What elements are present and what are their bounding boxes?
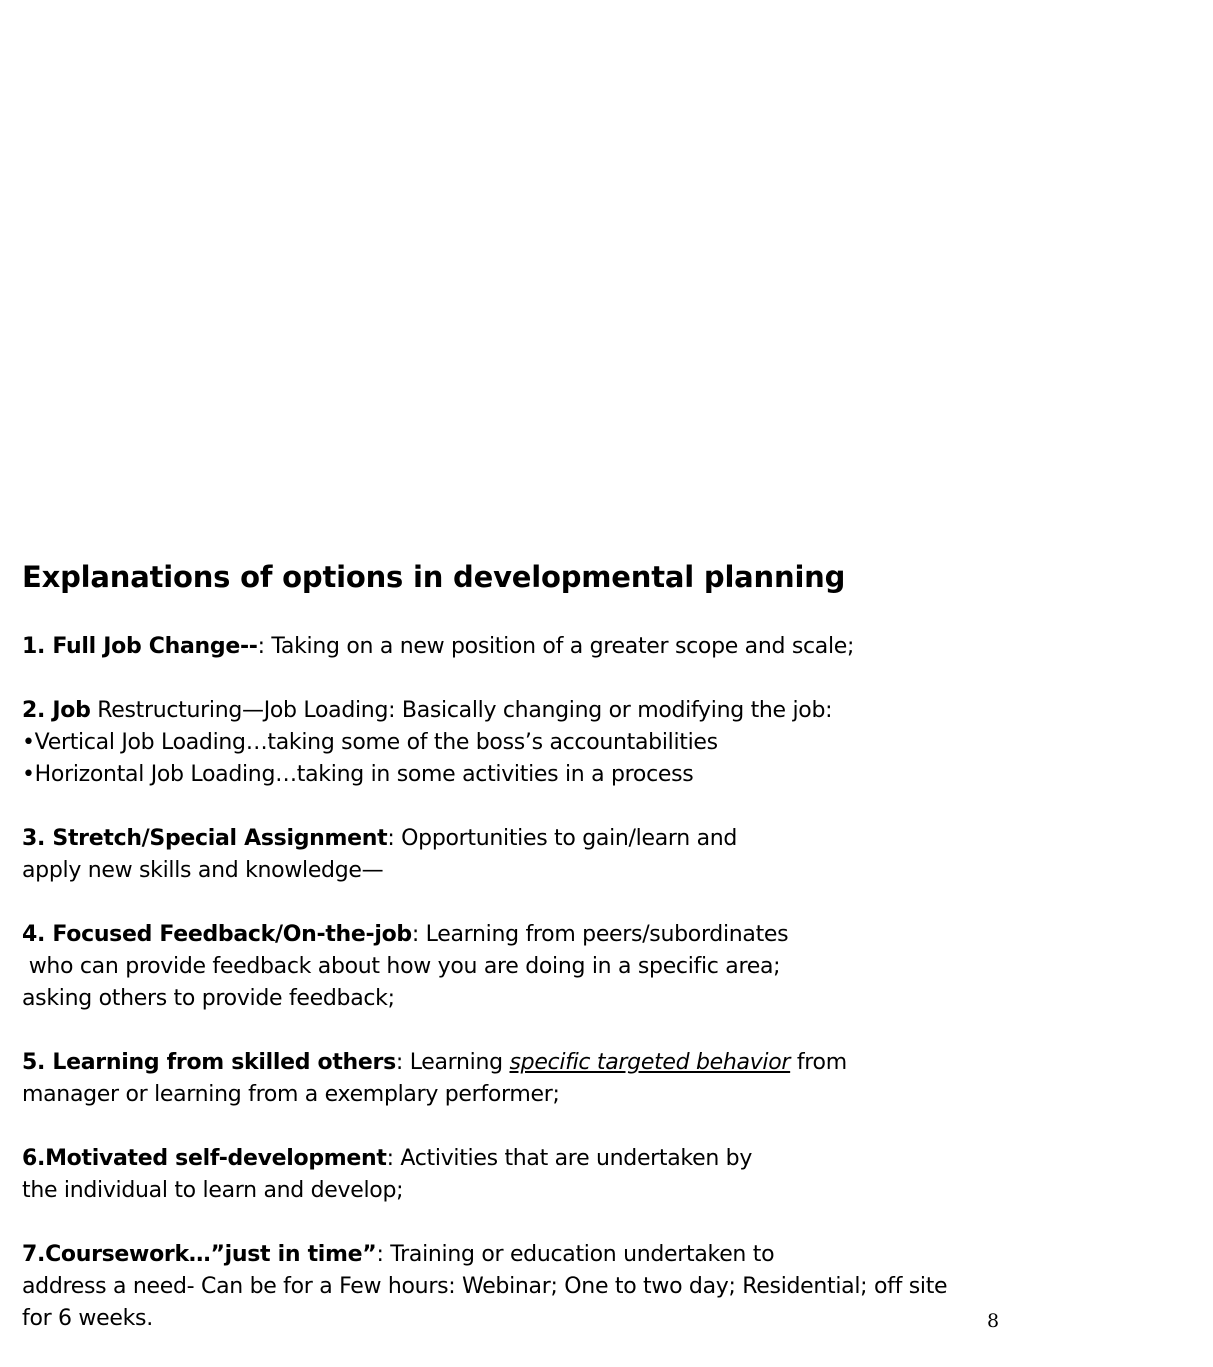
page-title: Explanations of options in developmental planning [22, 560, 846, 594]
item-text: the individual to learn and develop; [22, 1178, 404, 1203]
item-lead: 6.Motivated self-development [22, 1146, 387, 1171]
item-line [22, 823, 1192, 855]
item-text: : Activities that are undertaken by [386, 1146, 753, 1171]
option-job-restructuring [22, 695, 1192, 791]
item-lead: 1. Full Job Change-- [22, 634, 258, 659]
bullet-horizontal-job-loading: •Horizontal Job Loading…taking in some activities in a process [22, 762, 694, 787]
item-text: : Learning [395, 1050, 510, 1075]
option-focused-feedback [22, 919, 1192, 1015]
slide-content [22, 555, 1192, 1367]
option-full-job-change [22, 631, 1192, 663]
item-text: apply new skills and knowledge— [22, 858, 384, 883]
item-text: : Training or education undertaken to [376, 1242, 775, 1267]
option-stretch-assignment [22, 823, 1192, 887]
option-coursework [22, 1239, 1192, 1335]
item-lead: 4. Focused Feedback/On-the-job [22, 922, 412, 947]
item-line [22, 919, 1192, 951]
item-text: : Learning from peers/subordinates [411, 922, 789, 947]
item-text: : Opportunities to gain/learn and [387, 826, 738, 851]
emphasized-text: specific targeted behavior [509, 1050, 791, 1075]
item-line [22, 1143, 1192, 1175]
page-number: 8 [987, 1310, 1000, 1332]
bullet-vertical-job-loading: •Vertical Job Loading…taking some of the boss’s accountabilities [22, 730, 718, 755]
item-text: asking others to provide feedback; [22, 986, 395, 1011]
item-text: Restructuring—Job Loading: Basically changing or modifying the job: [90, 698, 833, 723]
item-lead: 5. Learning from skilled others [22, 1050, 396, 1075]
item-lead: 7.Coursework…”just in time” [22, 1242, 377, 1267]
item-lead: 3. Stretch/Special Assignment [22, 826, 388, 851]
item-lead: 2. Job [22, 698, 91, 723]
item-text: for 6 weeks. [22, 1306, 153, 1331]
item-text: address a need- Can be for a Few hours: Webinar; One to two day; Residential; off site [22, 1274, 948, 1299]
item-line [22, 631, 1192, 663]
option-learning-from-skilled-others [22, 1047, 1192, 1111]
item-line [22, 1239, 1192, 1271]
item-text: manager or learning from a exemplary performer; [22, 1082, 560, 1107]
option-motivated-self-development [22, 1143, 1192, 1207]
item-text: : Taking on a new position of a greater scope and scale; [257, 634, 855, 659]
item-text: from [790, 1050, 847, 1075]
item-line [22, 1047, 1192, 1079]
item-text: who can provide feedback about how you are doing in a specific area; [22, 954, 781, 979]
item-line [22, 695, 1192, 727]
